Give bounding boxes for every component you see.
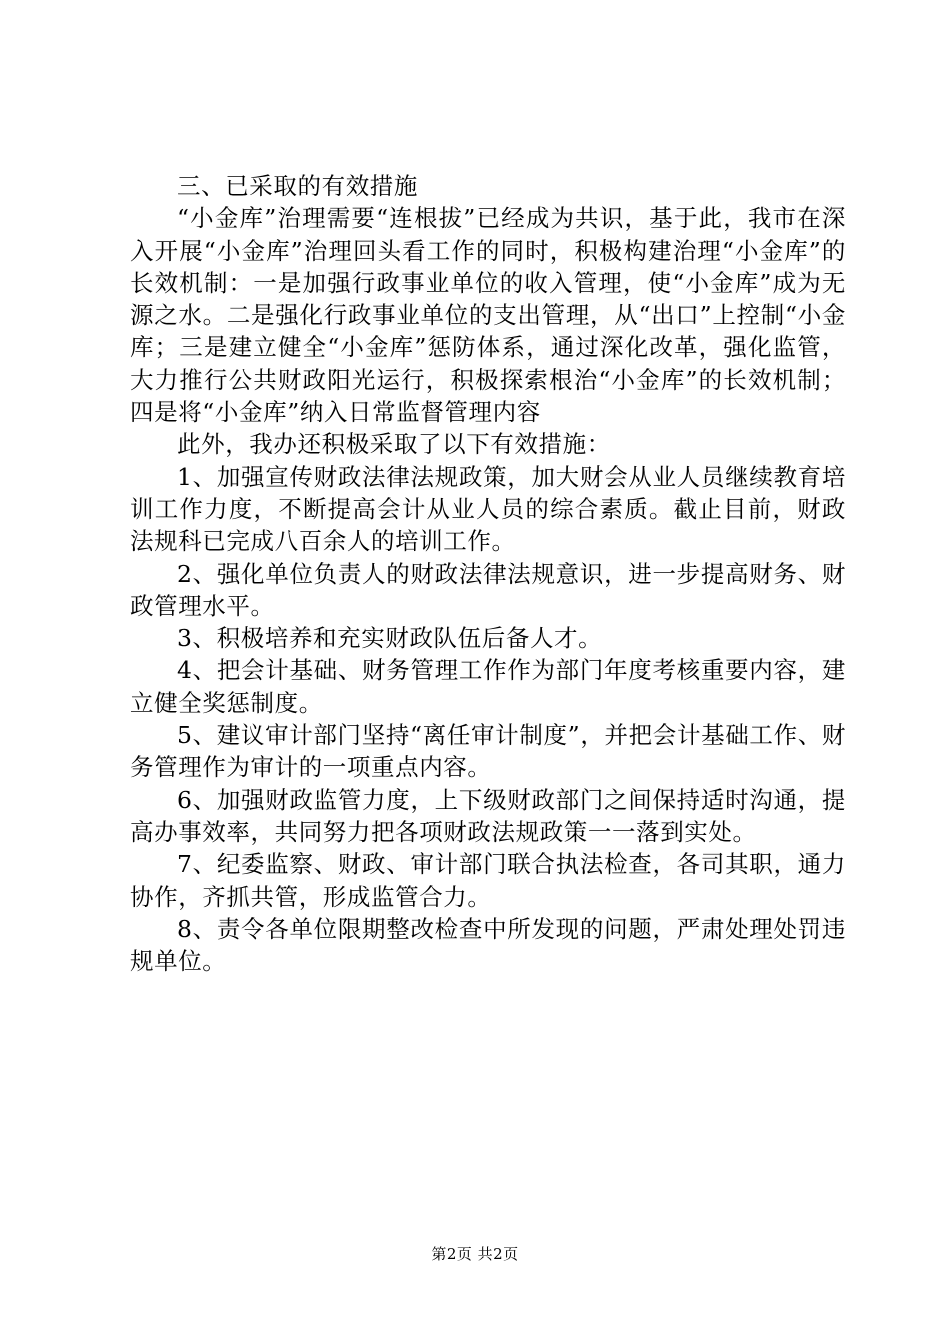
measure-item-4: 4、把会计基础、财务管理工作作为部门年度考核重要内容，建立健全奖惩制度。	[130, 656, 846, 717]
page-footer	[0, 1244, 950, 1264]
document-body	[130, 170, 846, 977]
paragraph-long-term-mechanism: “小金库”治理需要“连根拔”已经成为共识，基于此，我市在深入开展“小金库”治理回头看工作的同时，积极构建治理“小金库”的长效机制：一是加强行政事业单位的收入管理，使“小金库”成为无源之水。二是强化行政事业单位的支出管理，从“出口”上控制“小金库；三是建立健全“小金库”惩防体系，通过深化改革，强化监管，大力推行公共财政阳光运行，积极探索根治“小金库”的长效机制；四是将“小金库”纳入日常监督管理内容	[130, 204, 846, 427]
section-heading: 三、已采取的有效措施	[177, 172, 418, 200]
paragraph-intro-measures: 此外，我办还积极采取了以下有效措施：	[177, 430, 611, 459]
measure-item-1: 1、加强宣传财政法律法规政策，加大财会从业人员继续教育培训工作力度，不断提高会计从业人员的综合素质。截止目前，财政法规科已完成八百余人的培训工作。	[130, 462, 846, 556]
measure-item-7: 7、纪委监察、财政、审计部门联合执法检查，各司其职，通力协作，齐抓共管，形成监管合力。	[130, 850, 846, 911]
measure-item-3: 3、积极培养和充实财政队伍后备人才。	[177, 624, 603, 653]
page-number: 第2页 共2页	[431, 1245, 519, 1263]
measure-item-5: 5、建议审计部门坚持“离任审计制度”，并把会计基础工作、财务管理作为审计的一项重点内容。	[130, 721, 846, 782]
measure-item-2: 2、强化单位负责人的财政法律法规意识，进一步提高财务、财政管理水平。	[130, 559, 846, 620]
measure-item-8: 8、责令各单位限期整改检查中所发现的问题，严肃处理处罚违规单位。	[130, 914, 846, 976]
measure-item-6: 6、加强财政监管力度，上下级财政部门之间保持适时沟通，提高办事效率，共同努力把各项财政法规政策一一落到实处。	[130, 785, 846, 846]
